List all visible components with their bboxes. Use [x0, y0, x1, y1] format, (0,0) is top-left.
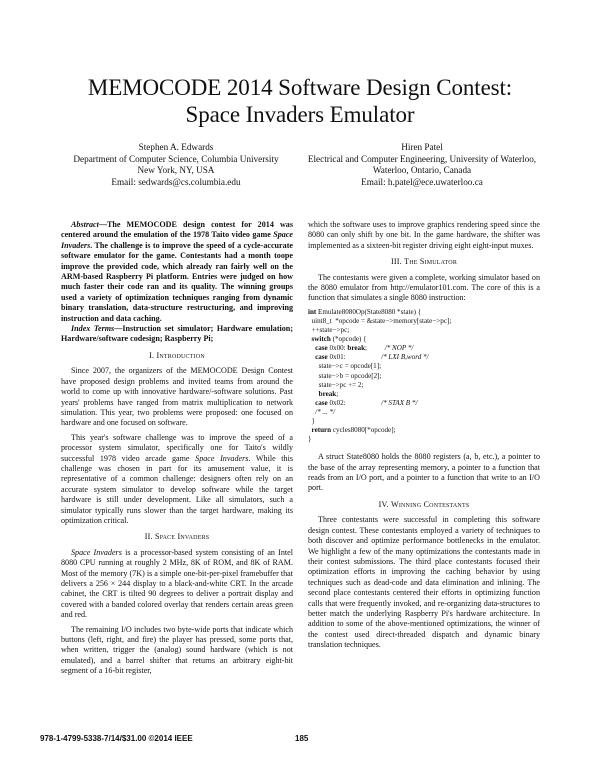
section-title: Winning Contestants [390, 499, 470, 509]
section-heading-introduction [61, 351, 293, 361]
code-keyword: break [347, 344, 366, 353]
abstract-text-1: —The MEMOCODE design contest for 2014 was centered around the emulation of the 1978 Taito video game [61, 220, 293, 240]
code-text: 0x01: [327, 353, 382, 362]
index-terms-label: Index Terms [71, 324, 115, 334]
code-keyword: case [308, 398, 328, 407]
title-line-2: Space Invaders Emulator [185, 102, 415, 127]
section-number: III. [390, 257, 405, 267]
author-email: Email: sedwards@cs.columbia.edu [111, 176, 241, 187]
section-title: Introduction [156, 350, 205, 360]
code-text: Emulate8080Op(State8080 *state) { [316, 307, 422, 316]
right-column [308, 220, 540, 655]
page-number: 185 [295, 734, 309, 743]
winning-paragraph-1: Three contestants were successful in completing this software design contest. These contestants employed a variety of techniques to both discover and optimize performance bottlenecks in the emulator. We highlight a few of the many optimizations the contestants made in their contest submissions. The third place contestants focused their optimization efforts in improving the caching behavior by using techniques such as dead-code and data elimination and inlining. The second place contestants centered their efforts in optimizing function calls that were frequently invoked, and re-organizing data-structures to better match the underlying Raspberry Pi's hardware architecture. In addition to some of the above-mentioned optimizations, the winner of the contest used direct-threaded dispatch and dynamic binary translation techniques. [308, 515, 540, 650]
code-keyword: case [308, 344, 328, 353]
code-comment: /* ... */ [308, 407, 335, 416]
code-text: ; [336, 389, 339, 398]
code-line: ++state−>pc; [308, 326, 350, 335]
section-number: IV. [378, 499, 391, 509]
code-line: } [308, 435, 312, 444]
code-comment: /* NOP */ [384, 344, 414, 353]
intro-text: . While this challenge was chosen in part for its amusement value, it is representative of a common challenge: designers often rely on an accurate system simulator to develop software while the target hardware is still under development. Like all simulators, such a simulator typically runs slower than the target hardware, making its optimization critical. [61, 453, 293, 525]
code-keyword: int [308, 307, 317, 316]
code-text: 0x00: [327, 344, 348, 353]
intro-text: This year's software challenge was to improve the speed of a processor system simulator, specifically one for Taito's wildly successful 1978 video arcade game [61, 432, 293, 463]
code-line: uint8_t *opcode = &state−>memory[state−>pc]; [308, 316, 452, 325]
abstract-game: Space Invaders [61, 230, 293, 250]
author-email: Email: h.patel@ece.uwaterloo.ca [361, 176, 483, 187]
index-terms-text: —Instruction set simulator; Hardware emulation; Hardware/software codesign; Raspberry Pi; [61, 324, 294, 344]
section-heading-space-invaders [61, 532, 293, 542]
code-line: state−>pc += 2; [308, 380, 364, 389]
abstract-text-2: . The challenge is to improve the speed of a cycle-accurate software emulator for the game. Contestants had a month toope improve the provided code, which already ran fairly well on the ARM-based Raspberry Pi platform. Entries were judged on how much faster their code ran and its quality. The winning groups used a variety of optimization techniques ranging from dynamic binary translation, data-structure restructuring, and improving instruction and data caching. [61, 240, 293, 323]
author-name: Hiren Patel [401, 142, 443, 152]
code-keyword: case [308, 353, 328, 362]
abstract-label: Abstract [71, 220, 99, 229]
code-text: (*opcode) { [330, 335, 367, 344]
code-text: ; [365, 344, 385, 353]
code-listing [308, 308, 540, 444]
code-text: cycles8080[*opcode]; [331, 426, 396, 435]
paper-title [0, 74, 600, 128]
code-line: } [308, 416, 315, 425]
code-comment: /* STAX B */ [381, 398, 418, 407]
section-heading-simulator [308, 257, 540, 267]
intro-paragraph-2 [61, 433, 293, 527]
author-affiliation: Department of Computer Science, Columbia University [73, 153, 279, 164]
continued-paragraph: which the software uses to improve graphics rendering speed since the 8080 can only shift by one bit. In the game hardware, the shifter was implemented as a sixteen-bit register driving eight eight-input muxes. [308, 220, 540, 250]
intro-paragraph-1: Since 2007, the organizers of the MEMOCODE Design Contest have proposed design problems and invited teams from around the world to come up with innovative hardware/-software solutions. Past years' problems have ranged from matrix multiplication to network simulation. This year, two problems were proposed: one focused on hardware and one focused on software. [61, 366, 293, 428]
title-line-1: MEMOCODE 2014 Software Design Contest: [87, 75, 513, 100]
author-2 [286, 142, 558, 188]
simulator-paragraph-2: A struct State8080 holds the 8080 registers (a, b, etc.), a pointer to the base of the array representing memory, a pointer to a function that reads from an I/O port, and a pointer to a function that write to an I/O port. [308, 452, 540, 493]
code-line: state−>b = opcode[2]; [308, 371, 382, 380]
si-text: is a processor-based system consisting of an Intel 8080 CPU running at roughly 2 MHz, 8K of ROM, and 8K of RAM. Most of the memory (7K) is a simple one-bit-per-pixel framebuffer that delivers a 256 × 244 display to a black-and-white CRT. In the arcade cabinet, the CRT is tilted 90 degrees to deliver a portrait display and covered with a banded colored overlay that renders certain areas green and red. [61, 547, 293, 620]
intro-game: Space Invaders [195, 453, 249, 463]
code-keyword: switch [308, 335, 331, 344]
author-1 [58, 142, 294, 188]
section-number: II. [144, 532, 155, 542]
section-heading-winning-contestants [308, 500, 540, 510]
code-keyword: break [308, 389, 337, 398]
left-column [61, 220, 293, 681]
author-name: Stephen A. Edwards [138, 142, 214, 152]
author-location: Waterloo, Ontario, Canada [372, 165, 472, 176]
index-terms [61, 324, 293, 345]
space-invaders-paragraph-1 [61, 548, 293, 621]
code-keyword: return [308, 426, 332, 435]
author-location: New York, NY, USA [137, 165, 215, 176]
footer-copyright: 978-1-4799-5338-7/14/$31.00 ©2014 IEEE [40, 734, 193, 743]
section-title: The Simulator [404, 257, 458, 267]
abstract [61, 220, 293, 324]
code-text: 0x02: [327, 398, 382, 407]
space-invaders-paragraph-2: The remaining I/O includes two byte-wide ports that indicate which buttons (left, right, and fire) the player has pressed, some ports that, when written, trigger the (analog) sound hardware (which is not emulated), and a barrel shifter that returns an arbitrary eight-bit segment of a 16-bit register, [61, 624, 293, 676]
author-affiliation: Electrical and Computer Engineering, University of Waterloo, [307, 153, 537, 164]
simulator-paragraph-1: The contestants were given a complete, working simulator based on the 8080 emulator from http://emulator101.com. The core of this is a function that simulates a single 8080 instruction: [308, 272, 540, 303]
code-comment: /* LXI B,word */ [381, 353, 429, 362]
code-line: state−>c = opcode[1]; [308, 362, 382, 371]
section-number: I. [149, 350, 157, 360]
section-title: Space Invaders [154, 532, 210, 542]
si-game: Space Invaders [71, 547, 122, 557]
